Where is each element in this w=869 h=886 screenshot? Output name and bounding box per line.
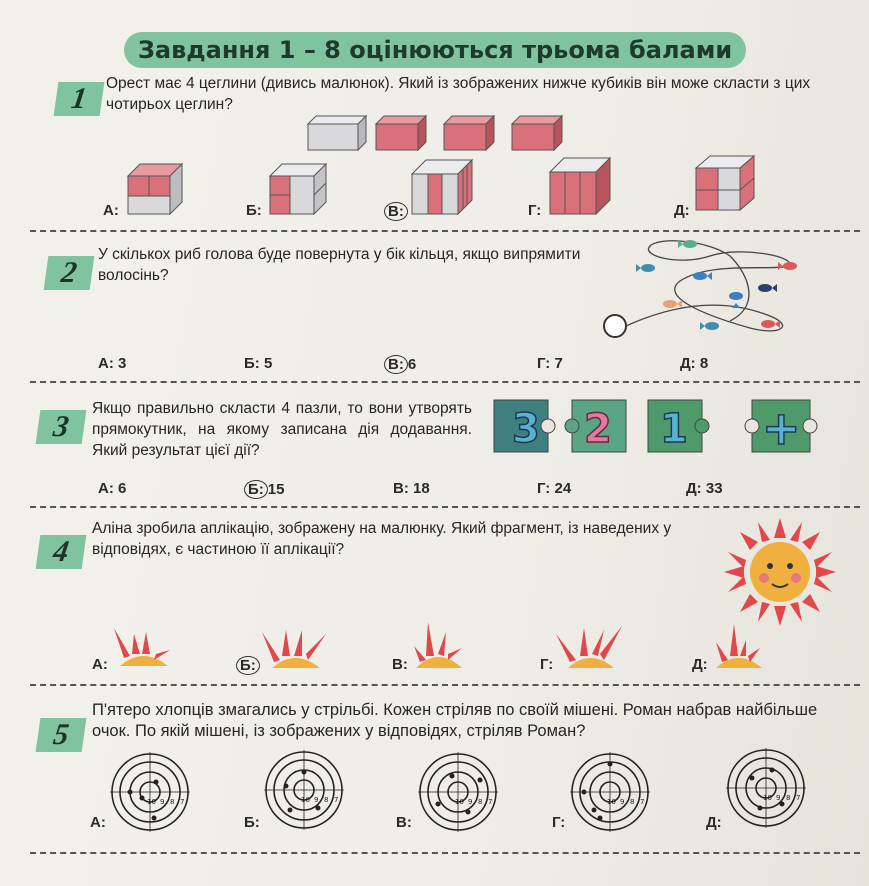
task-2-answer-v[interactable]: В: 6 [384,355,416,374]
puzzle-piece-1 [648,400,709,452]
fish-icon [778,262,797,270]
task-1-answer-d-label[interactable]: Д: [674,202,690,219]
task-1-answer-a-label[interactable]: А: [103,202,119,219]
task-4-answer-g-label[interactable]: Г: [540,656,554,673]
svg-text:10: 10 [147,798,156,806]
fish-icon [636,264,655,272]
fish-icon [700,322,719,330]
svg-text:2: 2 [584,406,612,452]
sun-fragment-a [112,626,174,670]
task-4-answer-d-label[interactable]: Д: [692,656,708,673]
fish-icon [693,272,712,280]
task-number-2: 2 [44,256,95,290]
svg-text:7: 7 [334,796,339,804]
task-5-answer-g-label[interactable]: Г: [552,814,566,831]
svg-text:+: + [762,401,801,455]
task-3-answer-v[interactable]: В: 18 [393,480,430,497]
svg-text:3: 3 [512,406,540,452]
task-3-answer-d[interactable]: Д: 33 [686,480,723,497]
task-1-question: Орест має 4 цеглини (дивись малюнок). Який із зображених нижче кубиків він може скласти з цих чотирьох цеглин? [106,75,811,113]
task-number-1: 1 [54,82,105,116]
sun-applique-illustration [722,512,842,622]
svg-text:8: 8 [170,798,175,806]
brick-pink-3 [512,116,562,150]
fish-icon [663,300,682,308]
svg-text:8: 8 [324,796,329,804]
task-2-answer-b[interactable]: Б: 5 [244,355,273,372]
task-number-3: 3 [36,410,87,444]
cube-option-g [548,156,614,218]
task-4-answer-a-label[interactable]: А: [92,656,108,673]
task-2-question: У скількох риб голова буде повернута у бік кільця, якщо випрямити волосінь? [98,246,581,284]
svg-text:10: 10 [763,794,772,802]
sun-fragment-d [712,622,764,670]
divider [30,506,860,508]
task-2-answer-g[interactable]: Г: 7 [537,355,563,372]
svg-text:8: 8 [478,798,483,806]
svg-text:9: 9 [314,796,319,804]
cube-option-v [410,158,476,218]
svg-text:8: 8 [786,794,791,802]
puzzle-pieces-illustration [490,396,830,456]
brick-pink-1 [376,116,426,150]
task-number-5: 5 [36,718,87,752]
svg-text:7: 7 [640,798,645,806]
svg-text:7: 7 [488,798,493,806]
task-3-answer-b[interactable]: Б: 15 [244,480,284,499]
task-4-answer-b-label[interactable] [236,656,260,675]
circled-answer: Б: [236,656,260,675]
svg-text:10: 10 [455,798,464,806]
divider [30,381,860,383]
fish-icon [761,320,780,328]
divider [30,852,860,854]
target-option-b [264,750,344,830]
fish-icon [758,284,777,292]
puzzle-piece-plus [745,400,817,455]
task-5-answer-b-label[interactable]: Б: [244,814,260,831]
svg-text:9: 9 [776,794,781,802]
task-4-question: Аліна зробила аплікацію, зображену на малюнку. Який фрагмент, із наведених у відповідях, є частиною її аплікації? [92,520,672,558]
svg-text:10: 10 [607,798,616,806]
sun-fragment-g [556,624,622,670]
divider [30,230,860,232]
fishing-line-illustration [600,236,800,340]
task-5-answer-a-label[interactable]: А: [90,814,106,831]
ring-icon [604,315,626,337]
task-2-answer-d[interactable]: Д: 8 [680,355,709,372]
sun-fragment-b [262,628,328,670]
svg-text:9: 9 [468,798,473,806]
task-3-answer-a[interactable]: А: 6 [98,480,127,497]
cube-option-b [268,160,330,216]
cube-option-a [126,160,186,216]
target-option-a [110,752,190,832]
circled-answer: В: [384,355,408,374]
task-5-answer-v-label[interactable]: В: [396,814,412,831]
svg-text:8: 8 [630,798,635,806]
circled-answer: Б: [244,480,268,499]
section-header [124,32,746,68]
target-option-d [726,748,806,828]
task-1-answer-g-label[interactable]: Г: [528,202,542,219]
svg-text:10: 10 [301,796,310,804]
target-option-v [418,752,498,832]
task-2-answer-a[interactable]: А: 3 [98,355,127,372]
brick-pink-2 [444,116,494,150]
target-option-g [570,752,650,832]
puzzle-piece-2 [565,400,626,452]
task-3-answer-g[interactable]: Г: 24 [537,480,572,497]
svg-text:9: 9 [160,798,165,806]
svg-text:1: 1 [660,406,688,452]
task-5-answer-d-label[interactable]: Д: [706,814,722,831]
four-bricks-illustration [300,112,570,152]
task-4-answer-v-label[interactable]: В: [392,656,408,673]
svg-text:9: 9 [620,798,625,806]
section-title: Завдання 1 – 8 оцінюються трьома балами [137,36,733,64]
divider [30,684,860,686]
circled-answer: В: [384,202,408,221]
task-1-answer-v-label[interactable] [384,202,408,221]
puzzle-piece-3 [494,400,555,452]
task-1-answer-b-label[interactable]: Б: [246,202,262,219]
svg-text:7: 7 [180,798,185,806]
task-3-question: Якщо правильно скласти 4 пазли, то вони утворять прямокутник, на якому записана дія додавання. Який результат цієї дії? [92,400,472,459]
brick-gray [308,116,366,150]
task-5-question: П'ятеро хлопців змагались у стрільбі. Кожен стріляв по своїй мішені. Роман набрав найбільше очок. По якій мішені, із зображених у відповідях, стріляв Роман? [92,701,818,740]
sun-fragment-v [412,620,464,670]
svg-text:7: 7 [796,794,801,802]
cube-option-d [694,154,760,214]
task-number-4: 4 [36,535,87,569]
